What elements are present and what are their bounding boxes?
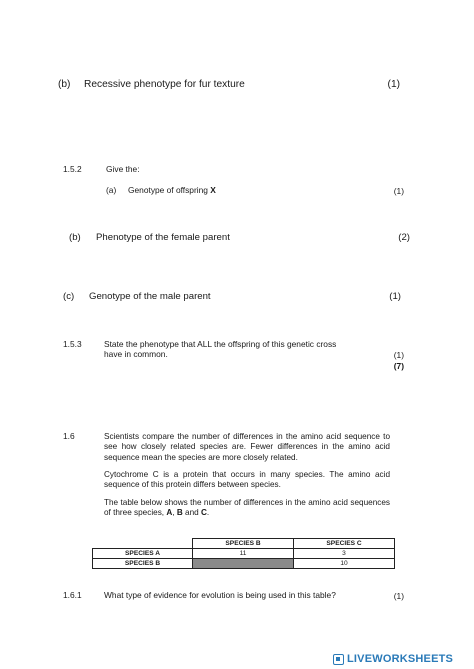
question-number-153: 1.5.3 [63,339,82,349]
column-header-species-c: SPECIES C [294,539,395,549]
cell-a-b: 11 [193,549,294,559]
question-number-161: 1.6.1 [63,590,82,600]
question-text-female-parent: Phenotype of the female parent [96,232,230,243]
question-label-c: (c) [63,291,75,302]
row-header-species-b: SPECIES B [93,559,193,569]
question-text-153-line1: State the phenotype that ALL the offspring of this genetic cross [104,339,337,349]
mark-female-parent: (2) [398,232,410,243]
paragraph-table-intro [104,498,390,519]
mark-genotype-x: (1) [393,186,404,196]
question-number-152: 1.5.2 [63,164,82,174]
offspring-x-label: X [210,185,216,195]
question-label-a: (a) [106,185,117,195]
genotype-x-text: Genotype of offspring [128,185,211,195]
liveworksheets-logo-icon [333,654,344,665]
cell-a-c: 3 [294,549,395,559]
separator: , [172,508,177,518]
mark-161: (1) [393,591,404,601]
question-text-male-parent: Genotype of the male parent [89,291,211,302]
mark-male-parent: (1) [389,291,401,302]
question-number-16: 1.6 [63,431,75,441]
table-intro-text: The table below shows the number of differences in the amino acid sequences of three species, [104,498,390,518]
question-text-fur: Recessive phenotype for fur texture [84,79,245,90]
liveworksheets-logo[interactable] [333,652,453,666]
species-differences-table [92,538,395,569]
column-header-species-b: SPECIES B [193,539,294,549]
mark-total-15: (7) [393,361,404,371]
table-header-row [93,539,395,549]
question-text-161: What type of evidence for evolution is being used in this table? [104,590,336,600]
question-label-b: (b) [58,79,71,90]
species-a-ref: A [166,508,173,518]
full-stop: . [206,508,210,518]
question-text-genotype-x [128,186,216,196]
question-text-152: Give the: [106,164,140,174]
separator: and [182,508,201,518]
question-text-153-line2: have in common. [104,349,168,359]
paragraph-scientists: Scientists compare the number of differences in the amino acid sequence to see how closely related species are. Fewer differences in the amino acid sequence mean the species are more closely related. [104,432,390,462]
paragraph-cytochrome: Cytochrome C is a protein that occurs in many species. The amino acid sequence of this protein differs between species. [104,470,390,490]
mark-fur: (1) [387,79,400,90]
row-header-species-a: SPECIES A [93,549,193,559]
species-b-ref: B [176,508,183,518]
cell-b-b-shaded [193,559,294,569]
question-label-b2: (b) [69,232,81,243]
species-c-ref: C [200,508,207,518]
mark-153: (1) [393,350,404,360]
table-row [93,559,395,569]
liveworksheets-brand-text: LIVEWORKSHEETS [347,653,454,665]
table-corner-cell [93,539,193,549]
table-row [93,549,395,559]
cell-b-c: 10 [294,559,395,569]
